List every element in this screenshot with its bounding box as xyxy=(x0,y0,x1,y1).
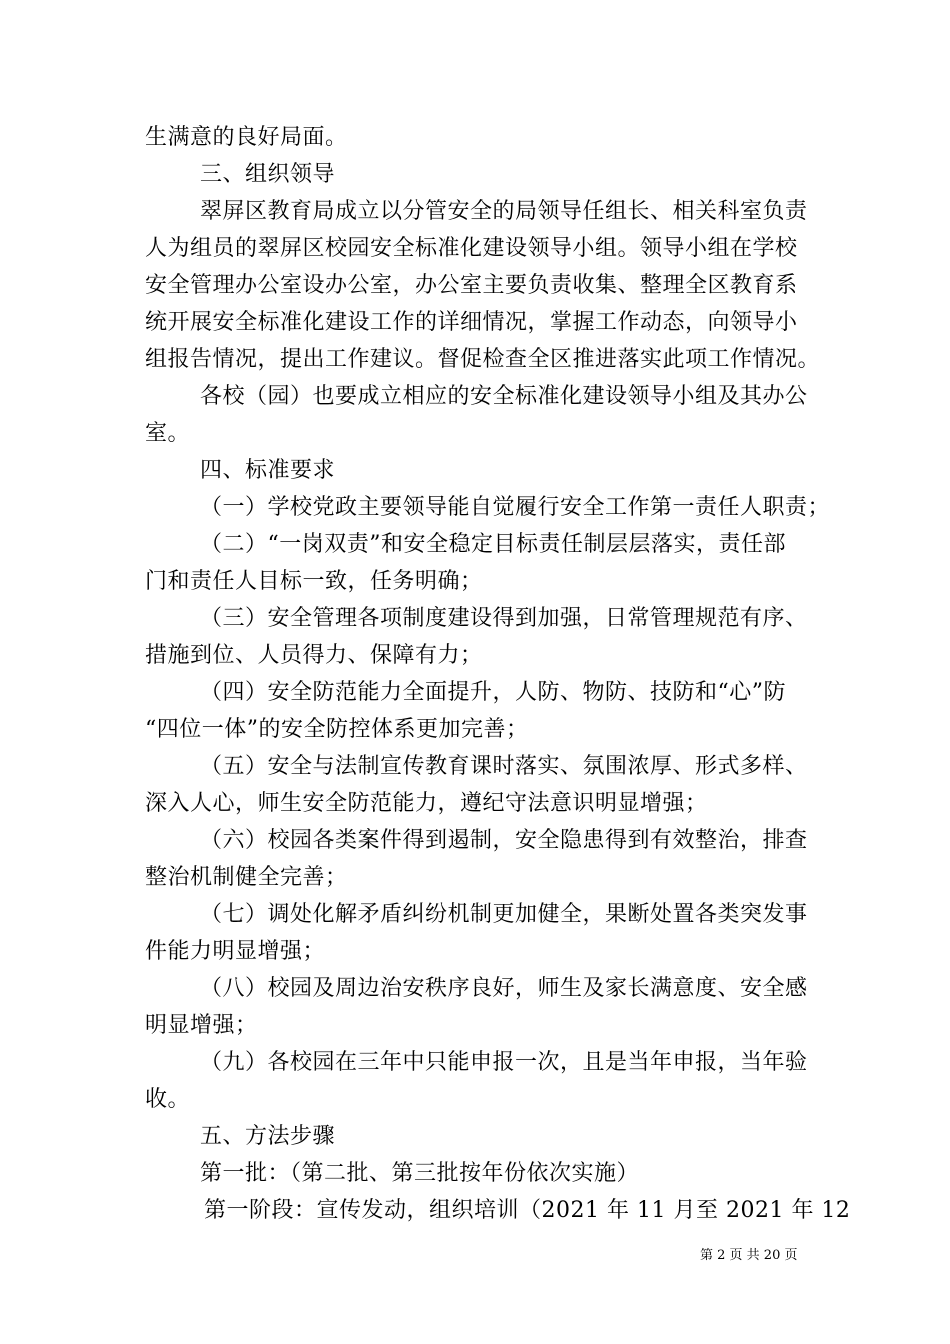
text-line: （三）安全管理各项制度建设得到加强，日常管理规范有序、 xyxy=(200,606,808,631)
text-line: 收。 xyxy=(145,1087,191,1112)
text-line: 室。 xyxy=(145,421,191,446)
text-line: （二）“一岗双责”和安全稳定目标责任制层层落实，责任部 xyxy=(200,532,786,557)
text-line: （六）校园各类案件得到遏制，安全隐患得到有效整治，排查 xyxy=(200,828,808,853)
text-line: 统开展安全标准化建设工作的详细情况，掌握工作动态，向领导小 xyxy=(145,310,798,335)
text-line: 翠屏区教育局成立以分管安全的局领导任组长、相关科室负责 xyxy=(200,199,808,224)
text-line: （七）调处化解矛盾纠纷机制更加健全，果断处置各类突发事 xyxy=(200,902,808,927)
text-line: 安全管理办公室设办公室，办公室主要负责收集、整理全区教育系 xyxy=(145,273,798,298)
text-line: “四位一体”的安全防控体系更加完善； xyxy=(145,717,529,742)
page-number: 第 2 页 共 20 页 xyxy=(700,1248,798,1263)
text-line: 组报告情况，提出工作建议。督促检查全区推进落实此项工作情况。 xyxy=(145,347,821,372)
text-line: （四）安全防范能力全面提升，人防、物防、技防和“心”防 xyxy=(200,680,786,705)
section-heading: 三、组织领导 xyxy=(200,162,336,187)
text-line: 整治机制健全完善； xyxy=(145,865,348,890)
text-line: 件能力明显增强； xyxy=(145,939,326,964)
text-line: （八）校园及周边治安秩序良好，师生及家长满意度、安全感 xyxy=(200,976,808,1001)
text-line: 第一阶段：宣传发动，组织培训（2021 年 11 月至 2021 年 12 xyxy=(204,1198,851,1223)
section-heading: 五、方法步骤 xyxy=(200,1124,336,1149)
text-line: 明显增强； xyxy=(145,1013,258,1038)
section-heading: 四、标准要求 xyxy=(200,458,336,483)
text-line: （一）学校党政主要领导能自觉履行安全工作第一责任人职责； xyxy=(200,495,831,520)
text-line: 第一批：（第二批、第三批按年份依次实施） xyxy=(200,1161,640,1186)
text-line: 人为组员的翠屏区校园安全标准化建设领导小组。领导小组在学校 xyxy=(145,236,798,261)
text-line: 生满意的良好局面。 xyxy=(145,125,348,150)
text-line: 措施到位、人员得力、保障有力； xyxy=(145,643,483,668)
text-line: （九）各校园在三年中只能申报一次，且是当年申报，当年验 xyxy=(200,1050,808,1075)
text-line: 门和责任人目标一致，任务明确； xyxy=(145,569,483,594)
text-line: 深入人心，师生安全防范能力，遵纪守法意识明显增强； xyxy=(145,791,708,816)
text-line: 各校（园）也要成立相应的安全标准化建设领导小组及其办公 xyxy=(200,384,808,409)
text-line: （五）安全与法制宣传教育课时落实、氛围浓厚、形式多样、 xyxy=(200,754,808,779)
